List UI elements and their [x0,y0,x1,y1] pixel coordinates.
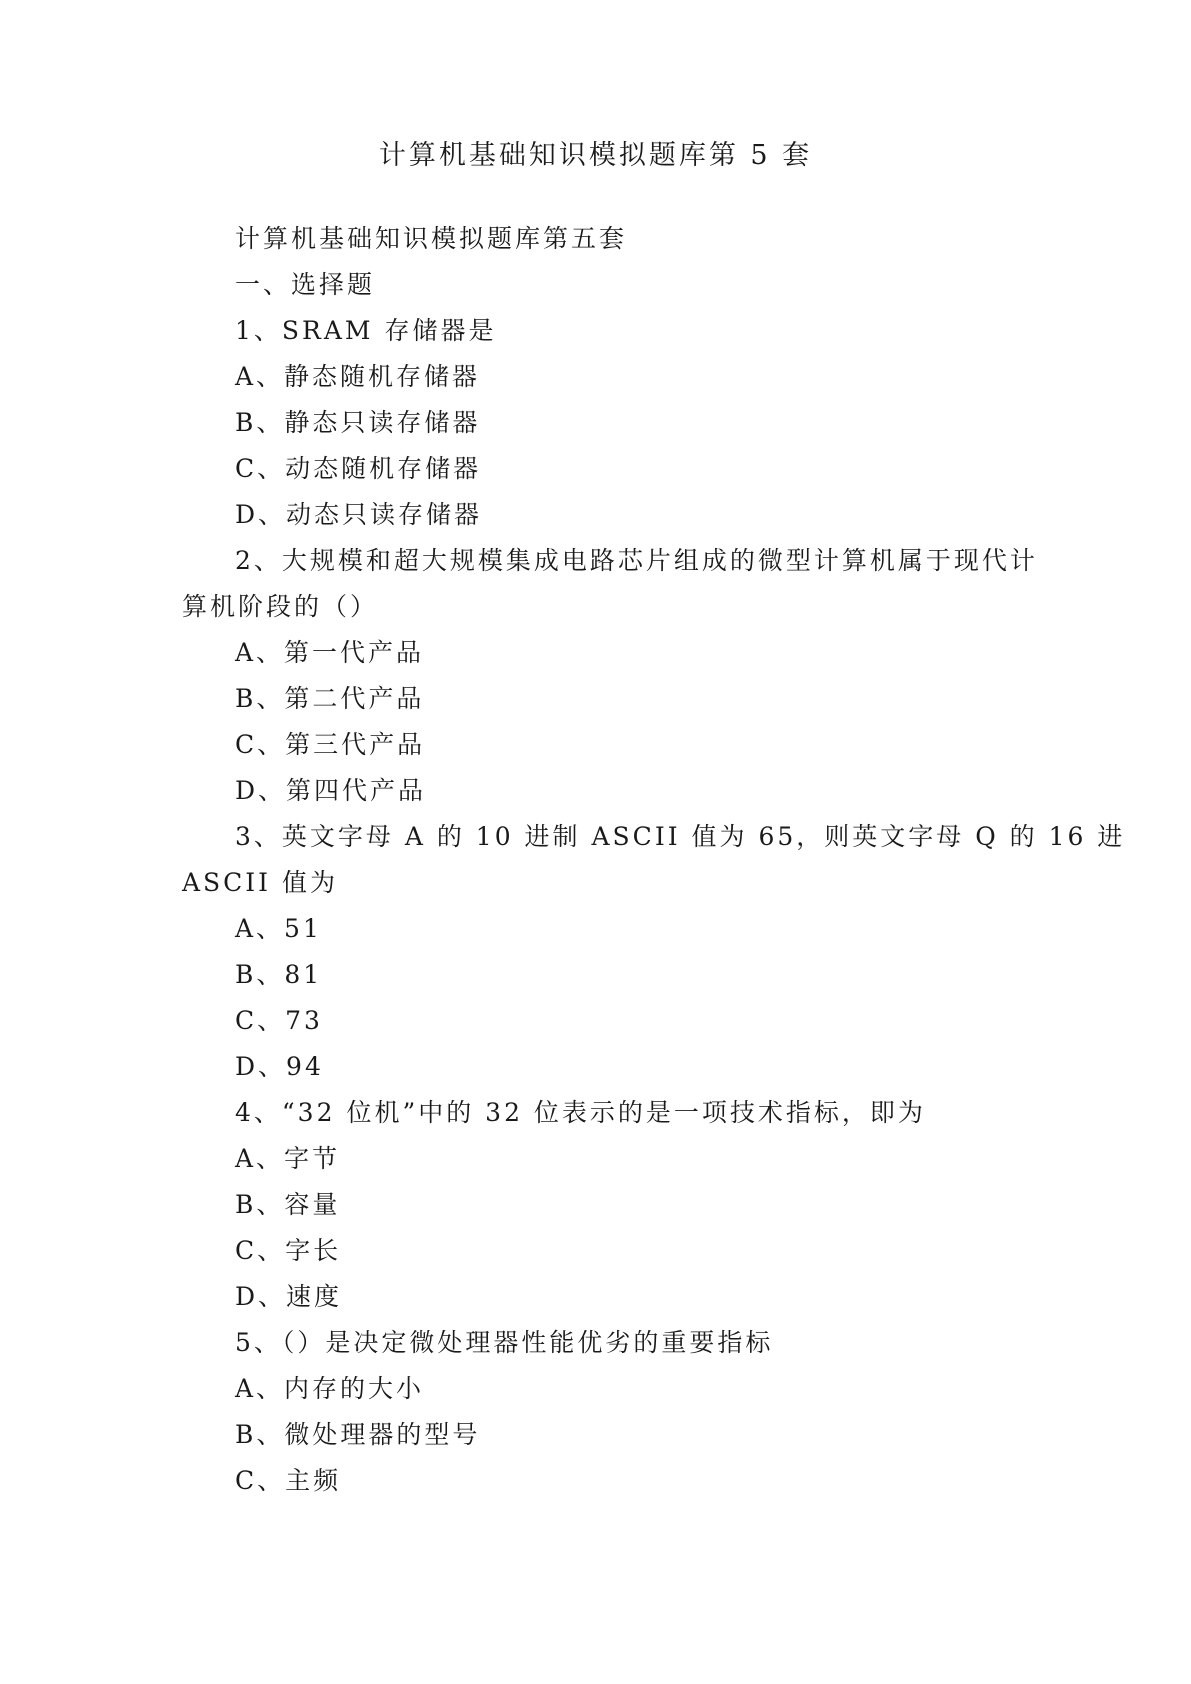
section-heading: 一、选择题 [235,270,376,299]
option-5b: B、微处理器的型号 [235,1420,481,1449]
option-2b: B、第二代产品 [235,684,425,713]
option-5a: A、内存的大小 [235,1374,425,1403]
question-3: 3、英文字母 A 的 10 进制 ASCII 值为 65，则英文字母 Q 的 16 进 [235,822,1126,851]
document-title: 计算机基础知识模拟题库第 5 套 [378,140,813,171]
question-2: 2、大规模和超大规模集成电路芯片组成的微型计算机属于现代计 [235,546,1038,575]
question-3-continued: ASCII 值为 [182,868,339,897]
question-1: 1、SRAM 存储器是 [235,316,497,345]
subtitle-line: 计算机基础知识模拟题库第五套 [235,224,628,253]
option-5c: C、主频 [235,1466,342,1495]
option-4d: D、速度 [235,1282,343,1311]
option-4a: A、字节 [235,1144,341,1173]
option-3d: D、94 [235,1052,324,1081]
option-3b: B、81 [235,960,323,989]
option-3c: C、73 [235,1006,323,1035]
question-5: 5、（）是决定微处理器性能优劣的重要指标 [235,1328,774,1357]
option-3a: A、51 [235,914,322,943]
option-1d: D、动态只读存储器 [235,500,483,529]
option-1c: C、动态随机存储器 [235,454,482,483]
document-body [182,216,1126,1504]
option-2d: D、第四代产品 [235,776,427,805]
option-1b: B、静态只读存储器 [235,408,481,437]
option-2c: C、第三代产品 [235,730,426,759]
option-2a: A、第一代产品 [235,638,425,667]
question-4: 4、“32 位机”中的 32 位表示的是一项技术指标，即为 [235,1098,926,1127]
option-4b: B、容量 [235,1190,341,1219]
question-2-continued: 算机阶段的（） [182,592,379,621]
option-1a: A、静态随机存储器 [235,362,481,391]
option-4c: C、字长 [235,1236,342,1265]
